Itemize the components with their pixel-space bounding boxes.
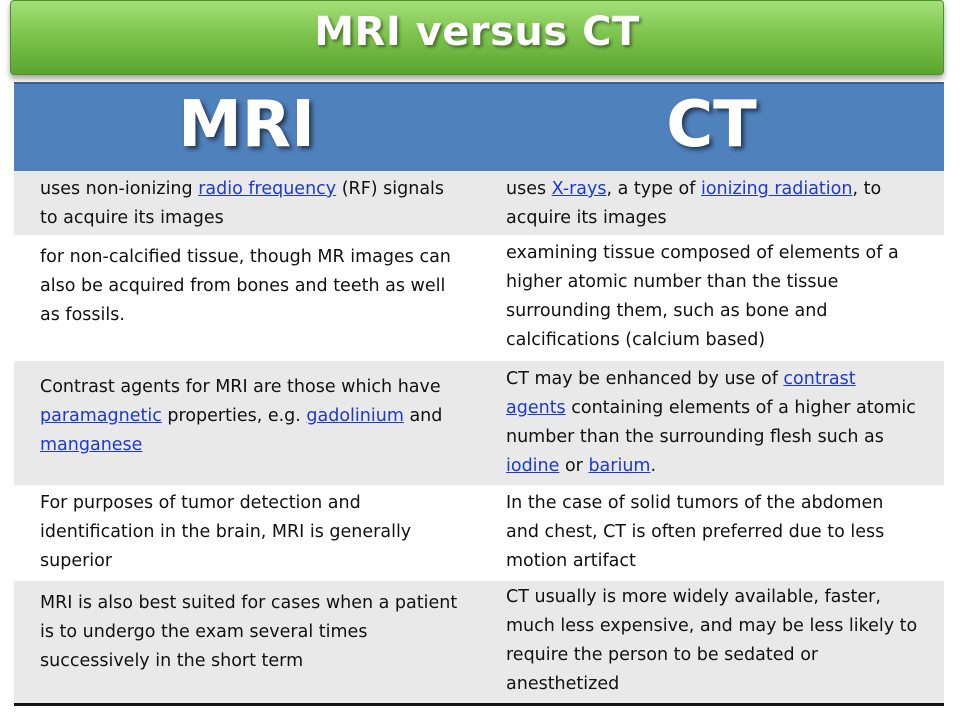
cell-text: and <box>403 406 443 426</box>
header-ct: CT <box>666 88 757 162</box>
header-mri: MRI <box>178 88 315 162</box>
comparison-table <box>14 82 944 706</box>
table-bottom-border <box>14 703 944 706</box>
mri-cell <box>40 175 466 233</box>
table-row <box>14 361 944 485</box>
ct-cell <box>506 175 918 233</box>
cell-text: properties, e.g. <box>161 406 307 426</box>
link-gadolinium[interactable]: gadolinium <box>306 406 404 426</box>
link-radio-frequency[interactable]: radio frequency <box>198 179 337 199</box>
table-header <box>14 82 944 171</box>
cell-text: containing elements of a higher atomic number than the surrounding flesh such as <box>506 398 916 447</box>
cell-text: , a type of <box>606 179 701 199</box>
cell-text: . <box>650 456 657 476</box>
table-row <box>14 171 944 235</box>
link-barium[interactable]: barium <box>588 456 651 476</box>
mri-cell: MRI is also best suited for cases when a patient is to undergo the exam several times successively in the short term <box>40 593 458 671</box>
cell-text: or <box>559 456 589 476</box>
cell-text: uses <box>506 179 552 199</box>
title-banner <box>10 0 944 75</box>
link-contrast-agents[interactable]: contrast agents <box>506 369 856 418</box>
cell-text: uses non-ionizing <box>40 179 199 199</box>
link-ionizing-radiation[interactable]: ionizing radiation <box>700 179 853 199</box>
mri-cell: For purposes of tumor detection and identification in the brain, MRI is generally superior <box>40 493 412 571</box>
page-title: MRI versus CT <box>314 9 640 55</box>
cell-text: CT may be enhanced by use of <box>506 369 784 389</box>
link-iodine[interactable]: iodine <box>506 456 560 476</box>
link-x-rays[interactable]: X-rays <box>551 179 607 199</box>
cell-text: Contrast agents for MRI are those which have <box>40 377 441 397</box>
link-manganese[interactable]: manganese <box>40 435 143 455</box>
table-row <box>14 235 944 361</box>
mri-cell <box>40 373 466 460</box>
table-row <box>14 485 944 581</box>
ct-cell: CT usually is more widely available, faster, much less expensive, and may be less likely to require the person to be sedated or anesthetized <box>506 587 918 694</box>
ct-cell: In the case of solid tumors of the abdomen and chest, CT is often preferred due to less motion artifact <box>506 493 885 571</box>
ct-cell <box>506 365 918 481</box>
cell-text: , to acquire its images <box>506 179 882 228</box>
ct-cell: examining tissue composed of elements of a higher atomic number than the tissue surrounding them, such as bone and calcifications (calcium based) <box>506 243 899 350</box>
link-paramagnetic[interactable]: paramagnetic <box>40 406 162 426</box>
mri-cell: for non-calcified tissue, though MR images can also be acquired from bones and teeth as well as fossils. <box>40 247 451 325</box>
table-row <box>14 581 944 703</box>
cell-text: (RF) signals to acquire its images <box>40 179 445 228</box>
